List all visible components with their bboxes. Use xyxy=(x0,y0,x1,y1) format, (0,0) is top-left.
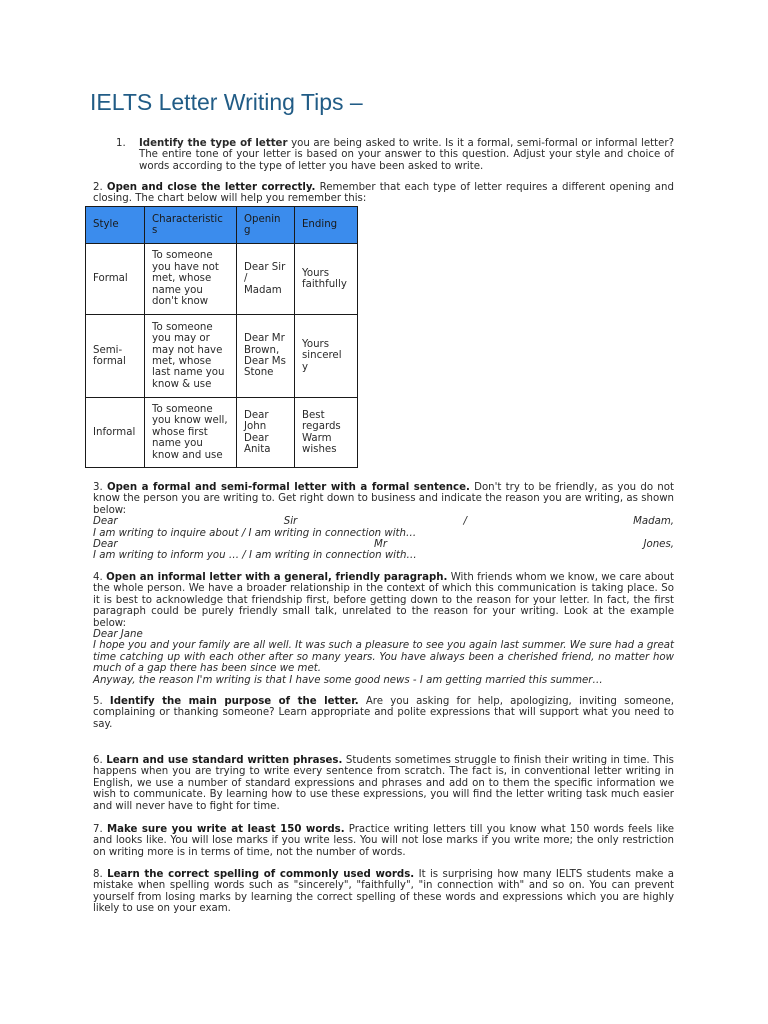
example-salutation: Dear Jane xyxy=(93,629,143,641)
tip-heading: Learn the correct spelling of commonly used words. xyxy=(107,869,415,880)
cell-style: Formal xyxy=(86,244,145,315)
tip-number: 4. xyxy=(93,572,103,583)
cell-ending: Yours faithfully xyxy=(295,244,358,315)
header-ending: Ending xyxy=(295,207,358,244)
cell-ending: Best regards Warm wishes xyxy=(295,398,358,468)
example-body: I am writing to inform you … / I am writing in connection with… xyxy=(93,550,417,562)
cell-opening: Dear John Dear Anita xyxy=(237,398,295,468)
tip-text: Students sometimes struggle to finish their writing in time. This happens when you are trying to write every sentence from scratch. The fact is, in conventional letter writing in English, we use a number of standard expressions and phrases and add on to them the specific information we wish to communicate. By learning how to use these expressions, you will find the letter writing task much easier and will never have to fight for time. xyxy=(93,755,674,812)
tip-text: Practice writing letters till you know what 150 words feels like and looks like. You will lose marks if you write less. You will not lose marks if you write more; the only restriction on writing more is in terms of time, not the number of words. xyxy=(93,824,674,858)
tip-text: you are being asked to write. Is it a formal, semi-formal or informal letter? The entire tone of your letter is based on your answer to this question. Adjust your style and choice of words according to the type of letter you have been asked to write. xyxy=(139,138,674,172)
example-salutation: Dear Sir / Madam, xyxy=(93,516,674,528)
tip-number: 1. xyxy=(116,138,126,149)
tip-heading: Identify the type of letter xyxy=(139,138,288,149)
tip-heading: Open an informal letter with a general, friendly paragraph. xyxy=(106,572,448,583)
tip-8 xyxy=(93,869,674,915)
cell-characteristics: To someone you know well, whose first name you know and use xyxy=(145,398,237,468)
tip-number: 2. xyxy=(93,182,103,193)
header-opening: Openin g xyxy=(237,207,295,244)
cell-style: Semi- formal xyxy=(86,315,145,398)
tip-number: 7. xyxy=(93,824,103,835)
table-row xyxy=(86,315,358,398)
header-style: Style xyxy=(86,207,145,244)
tip-number: 5. xyxy=(93,696,103,707)
tip-text: Don't try to be friendly, as you do not know the person you are writing to. Get right down to business and indicate the reason you are writing, as shown below: xyxy=(93,482,674,516)
table-row xyxy=(86,244,358,315)
example-body: I hope you and your family are all well. It was such a pleasure to see you again last summer. We sure had a great time catching up with each other after so many years. You have always been a cherished friend, no matter how much of a gap there has been since we met. xyxy=(93,640,674,675)
tip-heading: Make sure you write at least 150 words. xyxy=(106,824,345,835)
table-row xyxy=(86,398,358,468)
example-salutation: Dear Mr Jones, xyxy=(93,539,674,551)
table-header-row xyxy=(86,207,358,244)
tip-number: 3. xyxy=(93,482,103,493)
tip-text: With friends whom we know, we care about the whole person. We have a broader relationship in the context of which this communication is taking place. So it is best to acknowledge that friendship first, before getting down to the reason for your letter. In fact, the first paragraph could be purely friendly small talk, unrelated to the reason for your writing. Look at the example below: xyxy=(93,572,674,629)
tip-4 xyxy=(93,572,674,686)
tip-heading: Learn and use standard written phrases. xyxy=(106,755,343,766)
tip-2 xyxy=(93,182,674,205)
cell-characteristics: To someone you have not met, whose name you don't know xyxy=(145,244,237,315)
cell-opening: Dear Sir / Madam xyxy=(237,244,295,315)
cell-style: Informal xyxy=(86,398,145,468)
tip-5 xyxy=(93,696,674,730)
tip-text: Remember that each type of letter requires a different opening and closing. The chart below will help you remember this: xyxy=(93,182,674,205)
example-body: I am writing to inquire about / I am writing in connection with… xyxy=(93,527,417,539)
cell-ending: Yours sincerel y xyxy=(295,315,358,398)
tip-1 xyxy=(116,138,674,172)
page-title: IELTS Letter Writing Tips – xyxy=(90,89,363,115)
example-closing: Anyway, the reason I'm writing is that I have some good news - I am getting married this summer… xyxy=(93,674,603,686)
letter-types-table xyxy=(85,206,358,468)
header-characteristics: Characteristic s xyxy=(145,207,237,244)
tip-heading: Identify the main purpose of the letter. xyxy=(109,696,359,707)
tip-3 xyxy=(93,482,674,562)
tip-6 xyxy=(93,755,674,812)
cell-opening: Dear Mr Brown, Dear Ms Stone xyxy=(237,315,295,398)
cell-characteristics: To someone you may or may not have met, whose last name you know & use xyxy=(145,315,237,398)
tip-text: It is surprising how many IELTS students make a mistake when spelling words such as "sincerely", "faithfully", "in connection with" and so on. You can prevent yourself from losing marks by learning the correct spelling of these words and expressions which you are highly likely to use on your exam. xyxy=(93,869,674,915)
tip-heading: Open and close the letter correctly. xyxy=(106,182,316,193)
tip-heading: Open a formal and semi-formal letter with a formal sentence. xyxy=(106,482,470,493)
tip-text: Are you asking for help, apologizing, inviting someone, complaining or thanking someone? Learn appropriate and polite expressions that will support what you need to say. xyxy=(93,696,674,730)
tip-number: 6. xyxy=(93,755,103,766)
tip-number: 8. xyxy=(93,869,103,880)
tip-7 xyxy=(93,824,674,858)
